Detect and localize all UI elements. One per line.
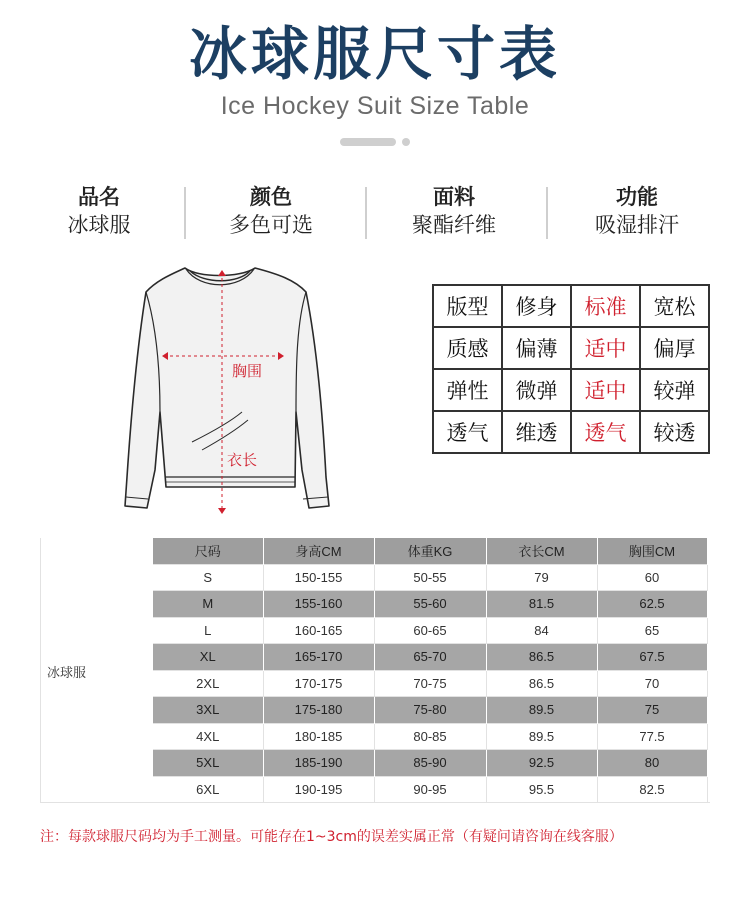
size-table-cell: 180-185 bbox=[263, 723, 374, 750]
info-fabric bbox=[374, 183, 534, 239]
size-table-cell: 175-180 bbox=[263, 697, 374, 724]
size-table-cell: 60 bbox=[597, 564, 707, 591]
feature-option: 标准 bbox=[571, 285, 640, 327]
size-table-row bbox=[153, 617, 707, 644]
size-table-cell: 67.5 bbox=[597, 644, 707, 671]
feature-row bbox=[433, 285, 709, 327]
size-table-cell: 75-80 bbox=[374, 697, 486, 724]
info-function bbox=[557, 183, 717, 239]
size-table-cell: 165-170 bbox=[263, 644, 374, 671]
size-table bbox=[153, 538, 708, 803]
size-table-cell: 90-95 bbox=[374, 776, 486, 803]
info-divider bbox=[546, 187, 548, 239]
size-table-cell: 50-55 bbox=[374, 564, 486, 591]
size-table-cell: 190-195 bbox=[263, 776, 374, 803]
size-table-header bbox=[153, 538, 707, 564]
size-table-cell: 89.5 bbox=[486, 697, 597, 724]
size-table-cell: 2XL bbox=[153, 670, 263, 697]
feature-option: 适中 bbox=[571, 327, 640, 369]
size-table-column-header: 身高CM bbox=[263, 538, 374, 564]
product-info bbox=[0, 183, 750, 241]
size-table-column-header: 尺码 bbox=[153, 538, 263, 564]
info-key: 面料 bbox=[433, 185, 475, 209]
size-table-cell: 80 bbox=[597, 750, 707, 777]
size-table-cell: S bbox=[153, 564, 263, 591]
sweater-diagram-icon bbox=[100, 262, 350, 516]
decoration-dot bbox=[402, 138, 410, 146]
size-table-cell: 79 bbox=[486, 564, 597, 591]
feature-attr: 质感 bbox=[433, 327, 502, 369]
size-table-cell: 155-160 bbox=[263, 591, 374, 618]
info-divider bbox=[365, 187, 367, 239]
size-table-row bbox=[153, 670, 707, 697]
feature-row bbox=[433, 369, 709, 411]
size-table-cell: 185-190 bbox=[263, 750, 374, 777]
size-table-column-header: 胸围CM bbox=[597, 538, 707, 564]
size-table-cell: 170-175 bbox=[263, 670, 374, 697]
feature-attr: 版型 bbox=[433, 285, 502, 327]
size-table-cell: 81.5 bbox=[486, 591, 597, 618]
size-table-cell: 77.5 bbox=[597, 723, 707, 750]
info-name bbox=[19, 183, 179, 239]
info-key: 功能 bbox=[616, 185, 658, 209]
feature-option: 较弹 bbox=[640, 369, 709, 411]
feature-option: 宽松 bbox=[640, 285, 709, 327]
feature-option: 透气 bbox=[571, 411, 640, 453]
size-table-cell: 4XL bbox=[153, 723, 263, 750]
info-value: 多色可选 bbox=[229, 213, 313, 237]
size-table-cell: 70-75 bbox=[374, 670, 486, 697]
feature-option: 较透 bbox=[640, 411, 709, 453]
feature-option: 修身 bbox=[502, 285, 571, 327]
size-table-cell: 62.5 bbox=[597, 591, 707, 618]
measurement-note: 注：每款球服尺码均为手工测量。可能存在1~3cm的误差实属正常（有疑问请咨询在线客服） bbox=[40, 829, 623, 845]
feature-row bbox=[433, 411, 709, 453]
feature-option: 微弹 bbox=[502, 369, 571, 411]
feature-table bbox=[432, 284, 710, 454]
chest-label: 胸围 bbox=[232, 362, 263, 380]
info-color bbox=[191, 183, 351, 239]
feature-option: 维透 bbox=[502, 411, 571, 453]
size-table-cell: 75 bbox=[597, 697, 707, 724]
size-table-row bbox=[153, 723, 707, 750]
info-key: 品名 bbox=[78, 185, 120, 209]
size-table-cell: 86.5 bbox=[486, 670, 597, 697]
size-table-cell: 85-90 bbox=[374, 750, 486, 777]
size-table-row bbox=[153, 564, 707, 591]
size-table-cell: 3XL bbox=[153, 697, 263, 724]
length-label: 衣长 bbox=[227, 451, 258, 469]
size-table-cell: 150-155 bbox=[263, 564, 374, 591]
size-table-row bbox=[153, 776, 707, 803]
page-subtitle: Ice Hockey Suit Size Table bbox=[220, 92, 530, 120]
size-table-cell: 5XL bbox=[153, 750, 263, 777]
size-table-cell: 80-85 bbox=[374, 723, 486, 750]
info-value: 吸湿排汗 bbox=[595, 213, 679, 237]
size-table-cell: 86.5 bbox=[486, 644, 597, 671]
feature-attr: 弹性 bbox=[433, 369, 502, 411]
size-table-row bbox=[153, 750, 707, 777]
info-value: 冰球服 bbox=[67, 213, 131, 237]
size-table-cell: 65-70 bbox=[374, 644, 486, 671]
page-title: 冰球服尺寸表 bbox=[188, 20, 561, 88]
size-table-row bbox=[153, 591, 707, 618]
size-table-product-label: 冰球服 bbox=[47, 666, 87, 681]
size-table-row bbox=[153, 697, 707, 724]
size-table-cell: 95.5 bbox=[486, 776, 597, 803]
info-divider bbox=[184, 187, 186, 239]
info-key: 颜色 bbox=[250, 185, 292, 209]
feature-option: 偏薄 bbox=[502, 327, 571, 369]
feature-option: 偏厚 bbox=[640, 327, 709, 369]
feature-attr: 透气 bbox=[433, 411, 502, 453]
decoration-pill bbox=[340, 138, 396, 146]
size-table-column-header: 衣长CM bbox=[486, 538, 597, 564]
size-table-cell: 6XL bbox=[153, 776, 263, 803]
size-table-cell: 92.5 bbox=[486, 750, 597, 777]
size-table-panel bbox=[40, 538, 710, 803]
size-table-cell: 89.5 bbox=[486, 723, 597, 750]
size-table-cell: 65 bbox=[597, 617, 707, 644]
size-table-cell: 84 bbox=[486, 617, 597, 644]
size-table-cell: XL bbox=[153, 644, 263, 671]
size-table-cell: L bbox=[153, 617, 263, 644]
size-table-cell: 160-165 bbox=[263, 617, 374, 644]
size-table-cell: M bbox=[153, 591, 263, 618]
info-value: 聚酯纤维 bbox=[412, 213, 496, 237]
feature-option: 适中 bbox=[571, 369, 640, 411]
size-table-cell: 55-60 bbox=[374, 591, 486, 618]
size-table-cell: 70 bbox=[597, 670, 707, 697]
size-table-row bbox=[153, 644, 707, 671]
size-table-cell: 82.5 bbox=[597, 776, 707, 803]
size-table-cell: 60-65 bbox=[374, 617, 486, 644]
feature-row bbox=[433, 327, 709, 369]
size-table-column-header: 体重KG bbox=[374, 538, 486, 564]
